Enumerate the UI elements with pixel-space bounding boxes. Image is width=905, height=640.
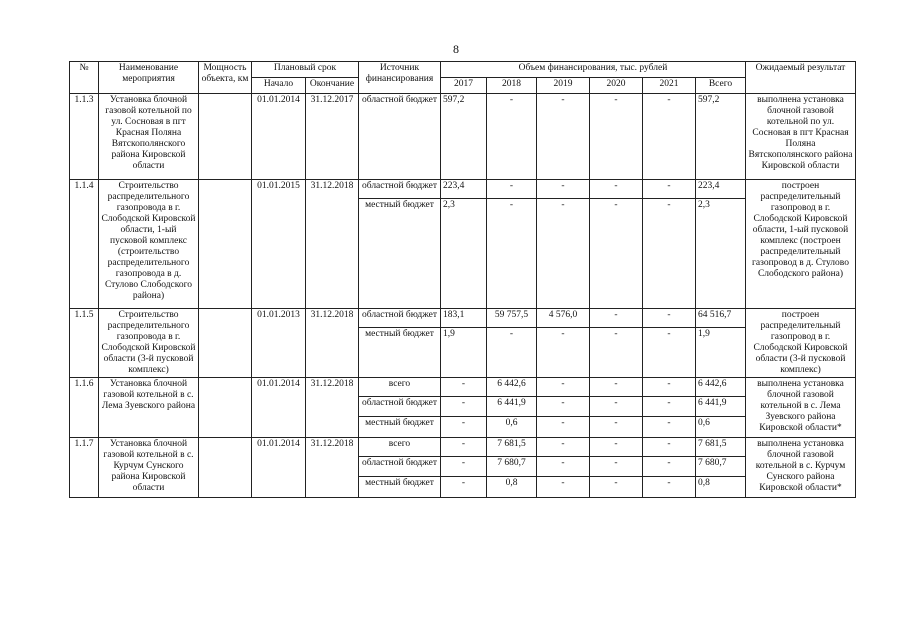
row-source: местный бюджет — [359, 477, 441, 498]
row-end: 31.12.2018 — [306, 309, 359, 378]
row-value-total: 0,6 — [696, 417, 746, 438]
row-capacity — [199, 180, 252, 309]
row-result: выполнена установка блочной газовой котельной по ул. Сосновая в пгт Красная Поляна Вятскополянского района Кировской области — [746, 94, 856, 180]
row-start: 01.01.2014 — [252, 378, 306, 438]
row-value-2018: 6 442,6 — [487, 378, 537, 397]
row-source: областной бюджет — [359, 397, 441, 417]
row-value-2020: - — [590, 457, 643, 477]
row-value-2019: - — [537, 457, 590, 477]
header-year-2021: 2021 — [643, 78, 696, 94]
row-num: 1.1.6 — [70, 378, 99, 438]
row-value-2017: 597,2 — [441, 94, 487, 180]
header-year-2019: 2019 — [537, 78, 590, 94]
row-value-2020: - — [590, 309, 643, 328]
row-value-2017: - — [441, 438, 487, 457]
header-start: Начало — [252, 78, 306, 94]
row-source: областной бюджет — [359, 309, 441, 328]
row-end: 31.12.2018 — [306, 180, 359, 309]
financing-table — [69, 61, 856, 498]
header-year-2017: 2017 — [441, 78, 487, 94]
row-value-2018: - — [487, 328, 537, 378]
row-value-total: 0,8 — [696, 477, 746, 498]
row-name: Установка блочной газовой котельной по ул. Сосновая в пгт Красная Поляна Вятскополянского района Кировской области — [99, 94, 199, 180]
row-value-2021: - — [643, 180, 696, 199]
row-value-2017: - — [441, 397, 487, 417]
row-result: построен распределительный газопровод в г. Слободской Кировской области (3-й пусковой комплекс) — [746, 309, 856, 378]
row-start: 01.01.2015 — [252, 180, 306, 309]
row-value-2020: - — [590, 438, 643, 457]
row-capacity — [199, 309, 252, 378]
row-name: Строительство распределительного газопровода в г. Слободской Кировской области (3-й пусковой комплекс) — [99, 309, 199, 378]
row-value-2017: - — [441, 457, 487, 477]
header-row-1 — [70, 62, 856, 78]
row-source: всего — [359, 378, 441, 397]
row-result: выполнена установка блочной газовой котельной в с. Лема Зуевского района Кировской области* — [746, 378, 856, 438]
row-value-2021: - — [643, 94, 696, 180]
row-value-2020: - — [590, 328, 643, 378]
row-value-total: 223,4 — [696, 180, 746, 199]
header-year-2018: 2018 — [487, 78, 537, 94]
row-value-total: 7 681,5 — [696, 438, 746, 457]
row-value-2018: 59 757,5 — [487, 309, 537, 328]
row-value-2019: - — [537, 378, 590, 397]
row-value-total: 1,9 — [696, 328, 746, 378]
row-value-2021: - — [643, 378, 696, 397]
row-end: 31.12.2018 — [306, 438, 359, 498]
row-value-2021: - — [643, 457, 696, 477]
header-volume: Объем финансирования, тыс. рублей — [441, 62, 746, 78]
row-value-2017: 2,3 — [441, 199, 487, 309]
row-name: Установка блочной газовой котельной в с. Лема Зуевского района — [99, 378, 199, 438]
row-result: выполнена установка блочной газовой котельной в с. Курчум Сунского района Кировской области* — [746, 438, 856, 498]
row-name: Строительство распределительного газопровода в г. Слободской Кировской области, 1-ый пусковой комплекс (строительство распределительного газопровода в д. Стулово Слободского района) — [99, 180, 199, 309]
row-value-total: 6 441,9 — [696, 397, 746, 417]
row-value-2019: - — [537, 417, 590, 438]
row-value-2021: - — [643, 199, 696, 309]
row-value-2017: - — [441, 417, 487, 438]
row-num: 1.1.7 — [70, 438, 99, 498]
row-source: местный бюджет — [359, 199, 441, 309]
row-value-2018: - — [487, 199, 537, 309]
row-value-2018: - — [487, 180, 537, 199]
row-source: областной бюджет — [359, 180, 441, 199]
row-value-2020: - — [590, 94, 643, 180]
row-value-total: 597,2 — [696, 94, 746, 180]
row-value-2018: 7 681,5 — [487, 438, 537, 457]
row-value-2019: - — [537, 477, 590, 498]
table-row — [70, 309, 856, 328]
row-source: местный бюджет — [359, 328, 441, 378]
row-value-2021: - — [643, 328, 696, 378]
header-source: Источник финансирования — [359, 62, 441, 94]
row-value-2021: - — [643, 309, 696, 328]
row-value-2020: - — [590, 477, 643, 498]
row-value-2021: - — [643, 397, 696, 417]
row-value-total: 2,3 — [696, 199, 746, 309]
row-end: 31.12.2017 — [306, 94, 359, 180]
row-value-2018: 7 680,7 — [487, 457, 537, 477]
row-value-2019: - — [537, 328, 590, 378]
row-source: всего — [359, 438, 441, 457]
row-capacity — [199, 94, 252, 180]
row-value-2019: - — [537, 180, 590, 199]
table-row — [70, 438, 856, 457]
row-result: построен распределительный газопровод в г. Слободской Кировской области, 1-ый пусковой комплекс (построен распределительный газопровод в д. Стулово Слободского района) — [746, 180, 856, 309]
row-num: 1.1.5 — [70, 309, 99, 378]
row-start: 01.01.2013 — [252, 309, 306, 378]
row-value-2021: - — [643, 417, 696, 438]
table-row — [70, 94, 856, 180]
header-end: Окончание — [306, 78, 359, 94]
row-start: 01.01.2014 — [252, 94, 306, 180]
row-value-2019: - — [537, 397, 590, 417]
header-year-2020: 2020 — [590, 78, 643, 94]
row-source: областной бюджет — [359, 94, 441, 180]
row-end: 31.12.2018 — [306, 378, 359, 438]
row-value-2020: - — [590, 180, 643, 199]
row-value-2017: 1,9 — [441, 328, 487, 378]
row-value-total: 6 442,6 — [696, 378, 746, 397]
header-capacity: Мощность объекта, км — [199, 62, 252, 94]
row-value-2018: 0,6 — [487, 417, 537, 438]
row-value-2020: - — [590, 378, 643, 397]
row-value-2018: - — [487, 94, 537, 180]
row-value-2017: - — [441, 378, 487, 397]
row-value-2017: 183,1 — [441, 309, 487, 328]
header-total: Всего — [696, 78, 746, 94]
header-num: № — [70, 62, 99, 94]
header-name: Наименование мероприятия — [99, 62, 199, 94]
row-start: 01.01.2014 — [252, 438, 306, 498]
row-value-2017: - — [441, 477, 487, 498]
row-source: областной бюджет — [359, 457, 441, 477]
row-capacity — [199, 438, 252, 498]
row-value-2019: 4 576,0 — [537, 309, 590, 328]
table-row — [70, 180, 856, 199]
row-value-2021: - — [643, 477, 696, 498]
row-num: 1.1.4 — [70, 180, 99, 309]
row-num: 1.1.3 — [70, 94, 99, 180]
table-row — [70, 378, 856, 397]
row-name: Установка блочной газовой котельной в с. Курчум Сунского района Кировской области — [99, 438, 199, 498]
header-result: Ожидаемый результат — [746, 62, 856, 94]
page-number: 8 — [453, 42, 459, 56]
row-value-2020: - — [590, 199, 643, 309]
row-value-2018: 0,8 — [487, 477, 537, 498]
row-value-2021: - — [643, 438, 696, 457]
row-value-2020: - — [590, 397, 643, 417]
row-source: местный бюджет — [359, 417, 441, 438]
row-value-total: 7 680,7 — [696, 457, 746, 477]
header-planned: Плановый срок — [252, 62, 359, 78]
row-value-2019: - — [537, 438, 590, 457]
row-value-2019: - — [537, 199, 590, 309]
row-value-2020: - — [590, 417, 643, 438]
row-value-2018: 6 441,9 — [487, 397, 537, 417]
row-value-2017: 223,4 — [441, 180, 487, 199]
row-value-total: 64 516,7 — [696, 309, 746, 328]
row-value-2019: - — [537, 94, 590, 180]
row-capacity — [199, 378, 252, 438]
